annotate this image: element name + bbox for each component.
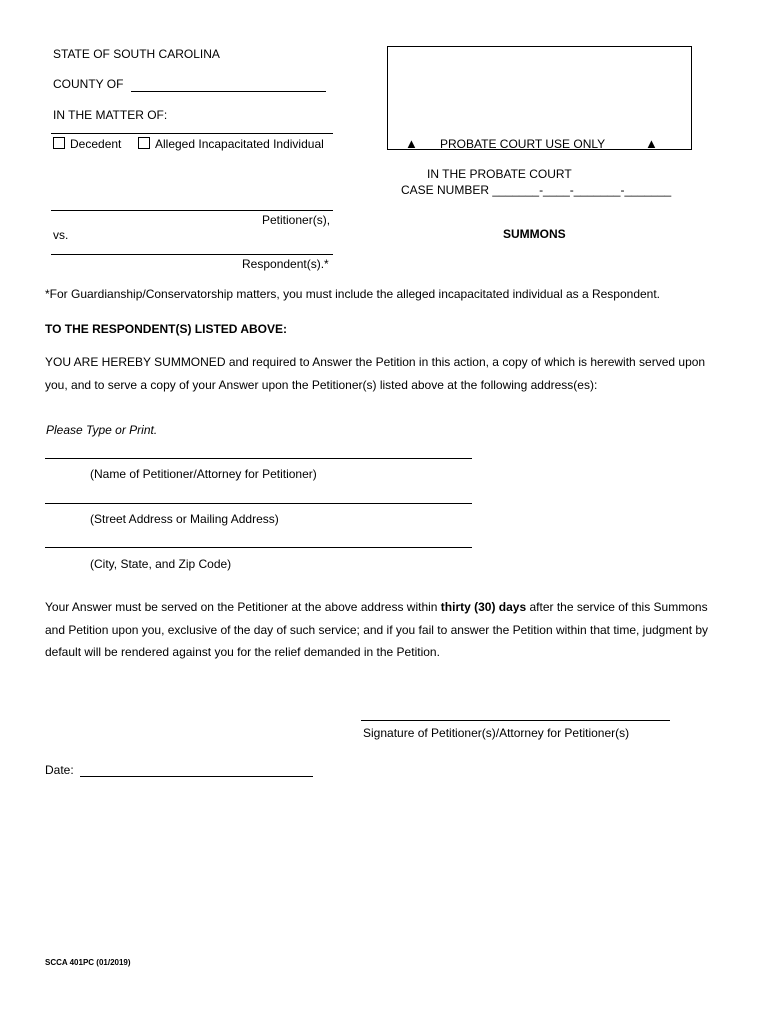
document-title: SUMMONS xyxy=(503,227,566,241)
up-arrow-left-icon: ▲ xyxy=(405,136,418,151)
signature-field[interactable] xyxy=(361,720,670,721)
matter-label: IN THE MATTER OF: xyxy=(53,108,168,122)
form-id: SCCA 401PC (01/2019) xyxy=(45,958,131,967)
incapacitated-option[interactable] xyxy=(138,137,324,151)
probate-court-use-box xyxy=(387,46,692,150)
court-name: IN THE PROBATE COURT xyxy=(427,167,572,181)
matter-field[interactable] xyxy=(51,133,333,134)
summons-paragraph: YOU ARE HEREBY SUMMONED and required to Answer the Petition in this action, a copy of which is herewith served upon you, and to serve a copy of your Answer upon the Petitioner(s) listed above at the following address(es): xyxy=(45,355,706,392)
decedent-label: Decedent xyxy=(70,137,122,151)
answer-paragraph xyxy=(45,596,725,664)
street-address-field[interactable] xyxy=(45,503,472,504)
petitioner-field[interactable] xyxy=(51,210,333,211)
respondent-footnote: *For Guardianship/Conservatorship matters, you must include the alleged incapacitated individual as a Respondent. xyxy=(45,287,661,301)
respondent-field[interactable] xyxy=(51,254,333,255)
to-respondents-heading: TO THE RESPONDENT(S) LISTED ABOVE: xyxy=(45,322,288,336)
state-heading: STATE OF SOUTH CAROLINA xyxy=(53,47,220,61)
city-state-zip-field[interactable] xyxy=(45,547,472,548)
signature-label: Signature of Petitioner(s)/Attorney for Petitioner(s) xyxy=(363,726,630,740)
respondent-label: Respondent(s).* xyxy=(242,257,329,271)
court-use-only-label: PROBATE COURT USE ONLY xyxy=(440,137,606,151)
incapacitated-label: Alleged Incapacitated Individual xyxy=(155,137,324,151)
answer-text-start: Your Answer must be served on the Petitioner at the above address within xyxy=(45,600,441,614)
date-label: Date: xyxy=(45,763,74,777)
type-or-print-note: Please Type or Print. xyxy=(46,423,158,437)
city-state-zip-label: (City, State, and Zip Code) xyxy=(90,557,232,571)
petitioner-name-field[interactable] xyxy=(45,458,472,459)
county-field[interactable] xyxy=(131,91,326,92)
petitioner-label: Petitioner(s), xyxy=(262,213,331,227)
up-arrow-right-icon: ▲ xyxy=(645,136,658,151)
decedent-checkbox[interactable] xyxy=(53,137,65,149)
case-number: CASE NUMBER _______-____-_______-_______ xyxy=(401,183,672,197)
answer-deadline: thirty (30) days xyxy=(440,600,527,614)
incapacitated-checkbox[interactable] xyxy=(138,137,150,149)
decedent-option[interactable] xyxy=(53,137,121,151)
vs-label: vs. xyxy=(53,228,69,242)
answer-text-end: after the service of this Summons and Petition upon you, exclusive of the day of such service; and if you fail to answer the Petition within that time, judgment by default will be rendered against you for the relief demanded in the Petition. xyxy=(45,600,709,659)
street-address-label: (Street Address or Mailing Address) xyxy=(90,512,279,526)
petitioner-name-label: (Name of Petitioner/Attorney for Petitioner) xyxy=(90,467,317,481)
county-label: COUNTY OF xyxy=(53,77,124,91)
date-field[interactable] xyxy=(80,776,313,777)
